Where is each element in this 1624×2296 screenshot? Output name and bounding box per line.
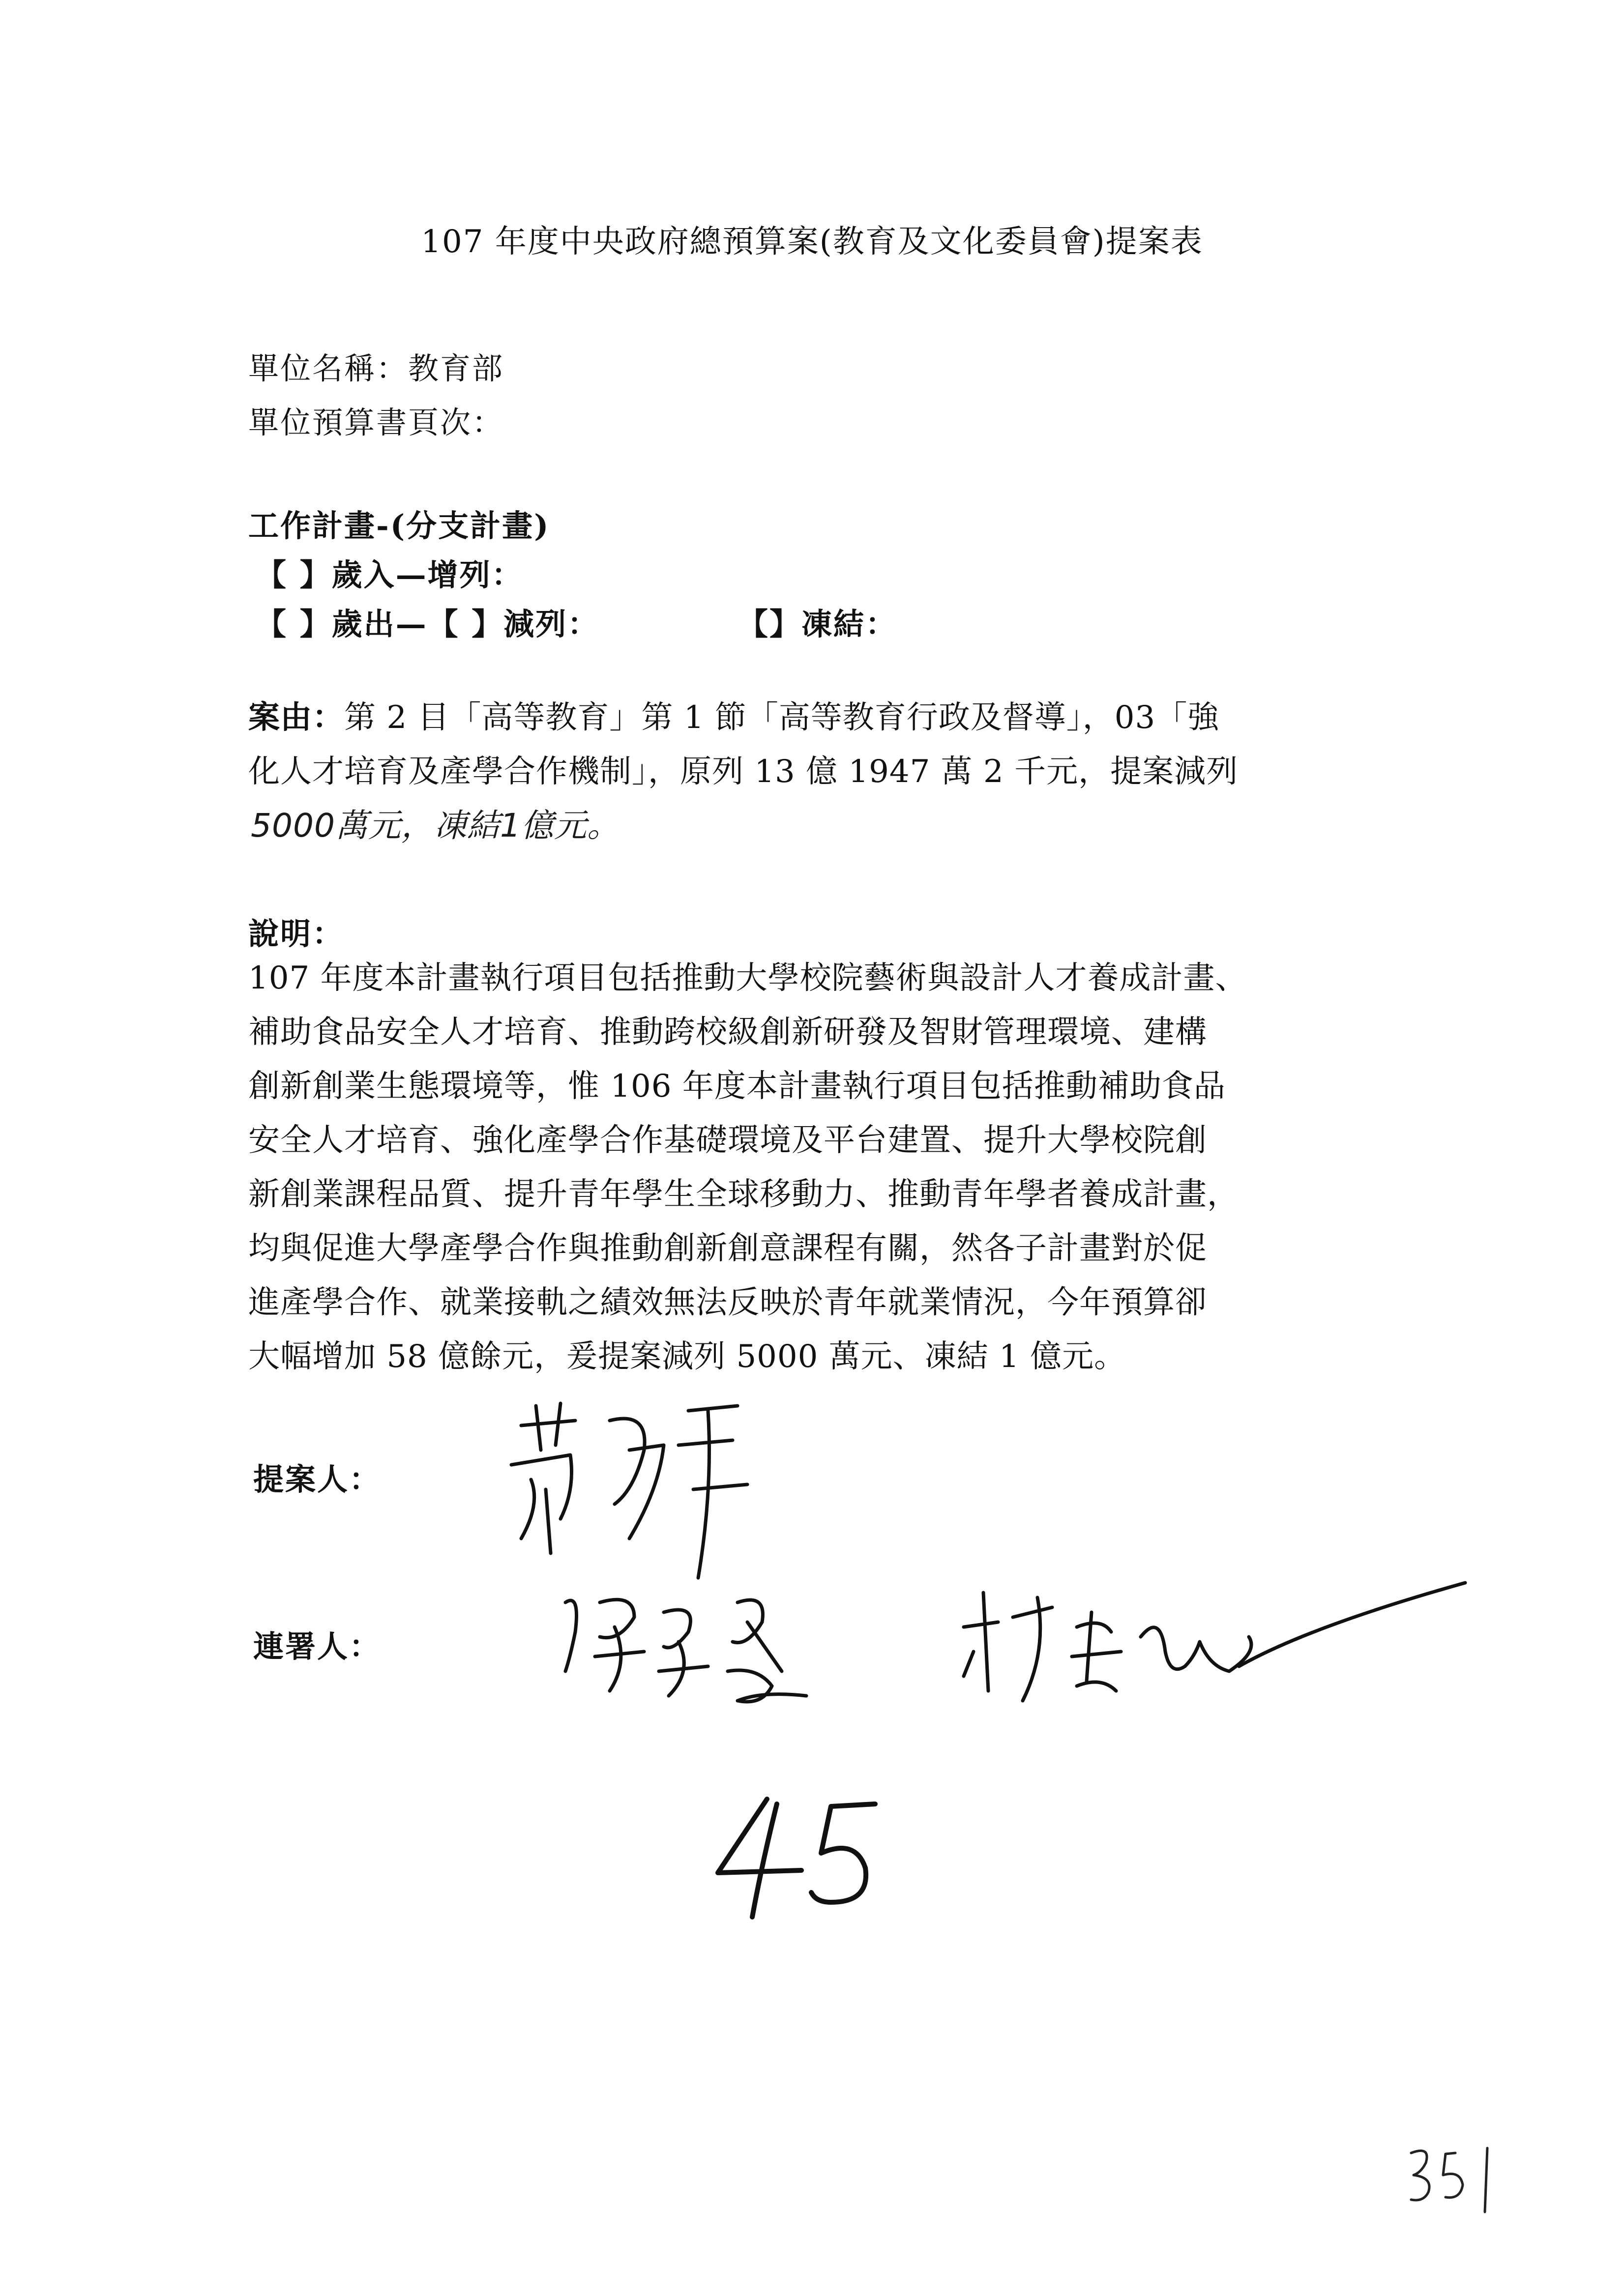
- freeze-line: 【】凍結：: [738, 606, 898, 642]
- case-label: 案由：: [248, 699, 344, 736]
- explanation-line: 均與促進大學產學合作與推動創新創意課程有關，然各子計畫對於促: [248, 1230, 1207, 1267]
- page-title: 107 年度中央政府總預算案(教育及文化委員會)提案表: [421, 224, 1203, 260]
- explanation-line: 大幅增加 58 億餘元，爰提案減列 5000 萬元、凍結 1 億元。: [248, 1338, 1126, 1375]
- case-handwritten-amount: 5000萬元，凍結1億元。: [251, 807, 620, 844]
- case-line-2: 化人才培育及產學合作機制」，原列 13 億 1947 萬 2 千元，提案減列: [248, 754, 1239, 790]
- explanation-line: 安全人才培育、強化產學合作基礎環境及平台建置、提升大學校院創: [248, 1122, 1207, 1159]
- work-plan-heading: 工作計畫-(分支計畫): [248, 508, 550, 544]
- explanation-label: 說明：: [248, 916, 345, 952]
- explanation-line: 創新創業生態環境等，惟 106 年度本計畫執行項目包括推動補助食品: [248, 1068, 1226, 1104]
- proposer-label: 提案人：: [253, 1461, 382, 1497]
- cosigner-signature-2: [954, 1553, 1475, 1760]
- case-text-1: 第 2 目「高等教育」第 1 節「高等教育行政及督導」，03「強: [344, 699, 1220, 736]
- budget-page-number: 單位預算書頁次：: [248, 405, 504, 440]
- explanation-line: 補助食品安全人才培育、推動跨校級創新研發及智財管理環境、建構: [248, 1014, 1207, 1050]
- revenue-increase-line: 【 】歲入—增列：: [256, 557, 524, 593]
- handwritten-number: [708, 1784, 895, 1932]
- page-mark: [1401, 2133, 1519, 2222]
- explanation-line: 新創業課程品質、提升青年學生全球移動力、推動青年學者養成計畫，: [248, 1176, 1239, 1213]
- case-line-1: [248, 691, 1219, 745]
- proposer-signature: [502, 1391, 777, 1598]
- explanation-line: 進產學合作、就業接軌之績效無法反映於青年就業情況，今年預算卻: [248, 1284, 1207, 1321]
- explanation-line: 107 年度本計畫執行項目包括推動大學校院藝術與設計人才養成計畫、: [248, 960, 1247, 996]
- cosigner-signature-1: [551, 1573, 865, 1730]
- expenditure-decrease-line: 【 】歲出—【 】減列：: [256, 606, 600, 642]
- unit-name: 單位名稱：教育部: [248, 350, 504, 386]
- cosigner-label: 連署人：: [253, 1628, 382, 1664]
